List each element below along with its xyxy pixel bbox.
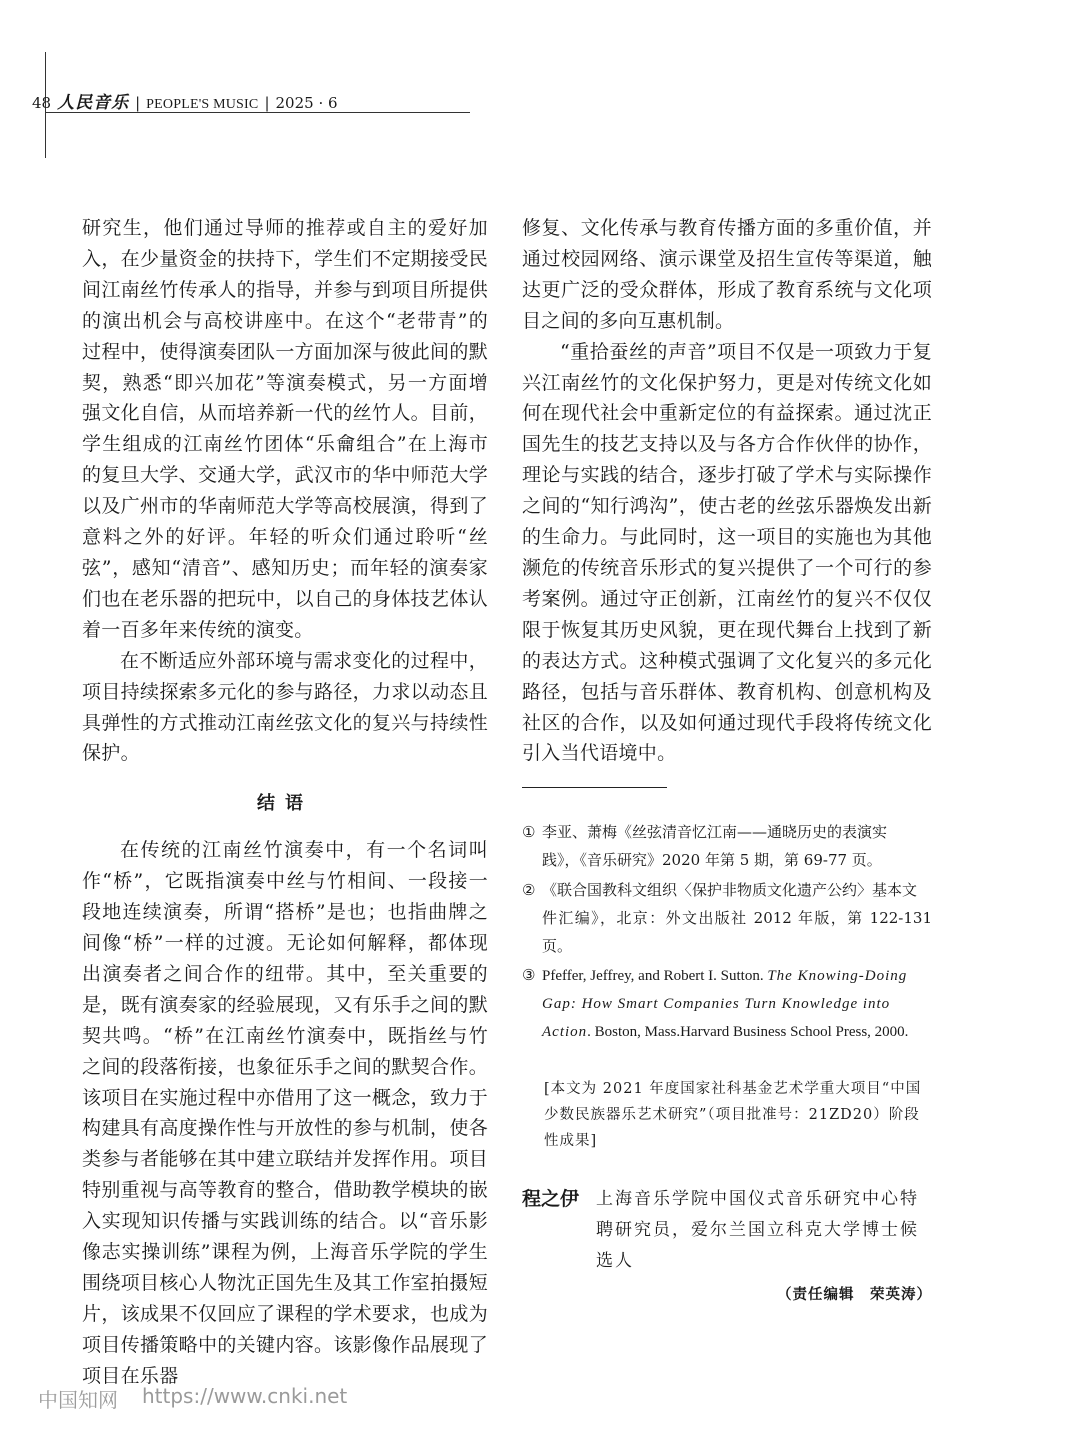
section-heading-conclusion: 结语 — [257, 793, 313, 815]
body-paragraph: 在不断适应外部环境与需求变化的过程中，项目持续探索多元化的参与路径，力求以动态且具弹性的方式推动江南丝弦文化的复兴与持续性保护。 — [82, 649, 488, 765]
footnote-3: ③ Pfeffer, Jeffrey, and Robert I. Sutton. The Knowing-Doing Gap: How Smart Companies Turn Knowledge into Action. Boston, Mass.Harvard Business School Press, 2000. — [522, 968, 909, 1041]
author-bio — [522, 1184, 932, 1277]
watermark-url: https://www.cnki.net — [142, 1384, 348, 1408]
watermark-cn: 中国知网 — [38, 1388, 118, 1412]
editor-credit: （责任编辑 荣英涛） — [777, 1286, 932, 1304]
conclusion-paragraph: 在传统的江南丝竹演奏中，有一个名词叫作“桥”，它既指演奏中丝与竹相间、一段接一段地连续演奏，所谓“搭桥”是也；也指曲牌之间像“桥”一样的过渡。无论如何解释，都体现出演奏者之间合作的纽带。其中，至关重要的是，既有演奏家的经验展现，又有乐手之间的默契共鸣。“桥”在江南丝竹演奏中，既指丝与竹之间的段落衔接，也象征乐手之间的默契合作。该项目在实施过程中亦借用了这一概念，致力于构建具有高度操作性与开放性的参与机制，使各类参与者能够在其中建立联结并发挥作用。项目特别重视与高等教育的整合，借助教学模块的嵌入实现知识传播与实践训练的结合。以“音乐影像志实操训练”课程为例，上海音乐学院的学生围绕项目核心人物沈正国先生及其工作室拍摄短片，该成果不仅回应了课程的学术要求，也成为项目传播策略中的关键内容。该影像作品展现了项目在乐器 — [82, 839, 488, 1387]
issue-number: 2025 · 6 — [275, 94, 338, 112]
body-paragraph: “重拾蚕丝的声音”项目不仅是一项致力于复兴江南丝竹的文化保护努力，更是对传统文化如何在现代社会中重新定位的有益探索。通过沈正国先生的技艺支持以及与各方合作伙伴的协作，理论与实践的结合，逐步打破了学术与实际操作之间的“知行鸿沟”，使古老的丝弦乐器焕发出新的生命力。与此同时，这一项目的实施也为其他濒危的传统音乐形式的复兴提供了一个可行的参考案例。通过守正创新，江南丝竹的复兴不仅仅限于恢复其历史风貌，更在现代舞台上找到了新的表达方式。这种模式强调了文化复兴的多元化路径，包括与音乐群体、教育机构、创意机构及社区的合作，以及如何通过现代手段将传统文化引入当代语境中。 — [522, 340, 932, 765]
footnote-rule — [522, 787, 667, 788]
author-name: 程之伊 — [522, 1188, 580, 1211]
right-column — [522, 213, 932, 1304]
footnote-2: ② 《联合国教科文组织〈保护非物质文化遗产公约〉基本文 件汇编》，北京：外文出版社 2012 年版，第 122-131 页。 — [522, 881, 932, 956]
body-paragraph: 修复、文化传承与教育传播方面的多重价值，并通过校园网络、演示课堂及招生宣传等渠道，触达更广泛的受众群体，形成了教育系统与文化项目之间的多向互惠机制。 — [522, 217, 932, 332]
author-description: 上海音乐学院中国仪式音乐研究中心特聘研究员，爱尔兰国立科克大学博士候选人 — [596, 1189, 919, 1272]
funding-note: [本文为 2021 年度国家社科基金艺术学重大项目“中国少数民族器乐艺术研究”（项目批准号：21ZD20）阶段性成果] — [544, 1081, 922, 1150]
cnki-watermark — [38, 1384, 347, 1413]
running-header — [32, 88, 338, 113]
journal-logo-cn: 人民音乐 — [57, 93, 130, 113]
left-column — [82, 213, 488, 1392]
journal-title-en: PEOPLE'S MUSIC — [146, 97, 259, 112]
header-separator: | — [264, 94, 270, 112]
body-paragraph: 研究生，他们通过导师的推荐或自主的爱好加入，在少量资金的扶持下，学生们不定期接受民间江南丝竹传承人的指导，并参与到项目所提供的演出机会与高校讲座中。在这个“老带青”的过程中，使得演奏团队一方面加深与彼此间的默契，熟悉“即兴加花”等演奏模式，另一方面增强文化自信，从而培养新一代的丝竹人。目前，学生组成的江南丝竹团体“乐龠组合”在上海市的复旦大学、交通大学，武汉市的华中师范大学以及广州市的华南师范大学等高校展演，得到了意料之外的好评。年轻的听众们通过聆听“丝弦”，感知“清音”、感知历史；而年轻的演奏家们也在老乐器的把玩中，以自己的身体技艺体认着一百多年来传统的演变。 — [82, 217, 488, 641]
header-separator: | — [135, 94, 141, 112]
footnote-1: ① 李亚、萧梅《丝弦清音忆江南——通晓历史的表演实 践》，《音乐研究》2020 年第 5 期，第 69-77 页。 — [522, 823, 888, 870]
page-number: 48 — [32, 94, 52, 112]
